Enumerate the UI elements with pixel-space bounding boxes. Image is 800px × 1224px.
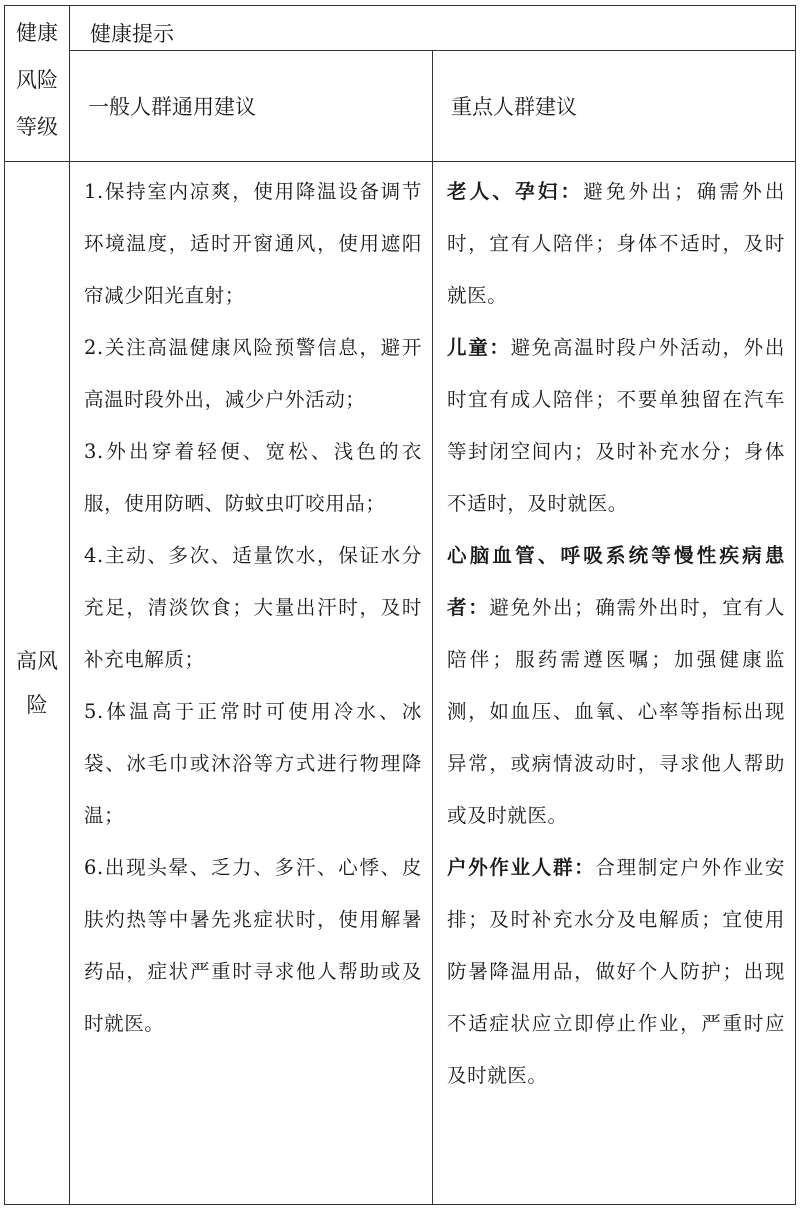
general-population-header: 一般人群通用建议 xyxy=(70,51,433,162)
key-advice-chronic xyxy=(447,530,785,842)
group-label-elderly-pregnant: 老人、孕妇： xyxy=(447,180,584,203)
group-label-chronic: 心脑血管、呼吸系统等慢性疾病患者： xyxy=(447,544,785,619)
key-advice-cell xyxy=(433,162,796,1205)
risk-level-header-line-1: 健康 xyxy=(16,21,58,45)
group-label-outdoor: 户外作业人群： xyxy=(447,856,596,879)
health-tips-header: 健康提示 xyxy=(70,6,796,51)
general-advice-item-2: 2.关注高温健康风险预警信息，避开高温时段外出，减少户外活动； xyxy=(84,336,422,411)
key-advice-elderly-pregnant xyxy=(447,166,785,322)
general-advice-item-6: 6.出现头晕、乏力、多汗、心悸、皮肤灼热等中暑先兆症状时，使用解暑药品，症状严重时寻求他人帮助或及时就医。 xyxy=(84,856,422,1035)
risk-level-header-line-3: 等级 xyxy=(16,115,58,139)
risk-level-cell xyxy=(5,162,70,1205)
key-advice-outdoor xyxy=(447,842,785,1102)
group-label-children: 儿童： xyxy=(447,336,511,359)
risk-level-header xyxy=(5,6,70,162)
general-advice-item-1: 1.保持室内凉爽，使用降温设备调节环境温度，适时开窗通风，使用遮阳帘减少阳光直射； xyxy=(84,180,422,307)
risk-level-header-line-2: 风险 xyxy=(16,68,58,92)
risk-level-line-2: 险 xyxy=(26,693,48,717)
heat-health-risk-table xyxy=(4,5,796,1205)
risk-level-line-1: 高风 xyxy=(16,649,58,673)
key-advice-children xyxy=(447,322,785,530)
general-advice-item-3: 3.外出穿着轻便、宽松、浅色的衣服，使用防晒、防蚊虫叮咬用品； xyxy=(84,440,422,515)
general-advice-cell xyxy=(70,162,433,1205)
general-advice-item-5: 5.体温高于正常时可使用冷水、冰袋、冰毛巾或沐浴等方式进行物理降温； xyxy=(84,700,422,827)
general-advice-item-4: 4.主动、多次、适量饮水，保证水分充足，清淡饮食；大量出汗时，及时补充电解质； xyxy=(84,544,422,671)
advice-outdoor: 合理制定户外作业安排；及时补充水分及电解质；宜使用防暑降温用品，做好个人防护；出现不适症状应立即停止作业，严重时应及时就医。 xyxy=(447,856,786,1087)
key-population-header: 重点人群建议 xyxy=(433,51,796,162)
advice-chronic: 避免外出；确需外出时，宜有人陪伴；服药需遵医嘱；加强健康监测，如血压、血氧、心率等指标出现异常，或病情波动时，寻求他人帮助或及时就医。 xyxy=(447,596,785,827)
advice-children: 避免高温时段户外活动，外出时宜有成人陪伴；不要单独留在汽车等封闭空间内；及时补充水分；身体不适时，及时就医。 xyxy=(447,336,785,515)
advice-elderly-pregnant: 避免外出；确需外出时，宜有人陪伴；身体不适时，及时就医。 xyxy=(447,180,785,307)
